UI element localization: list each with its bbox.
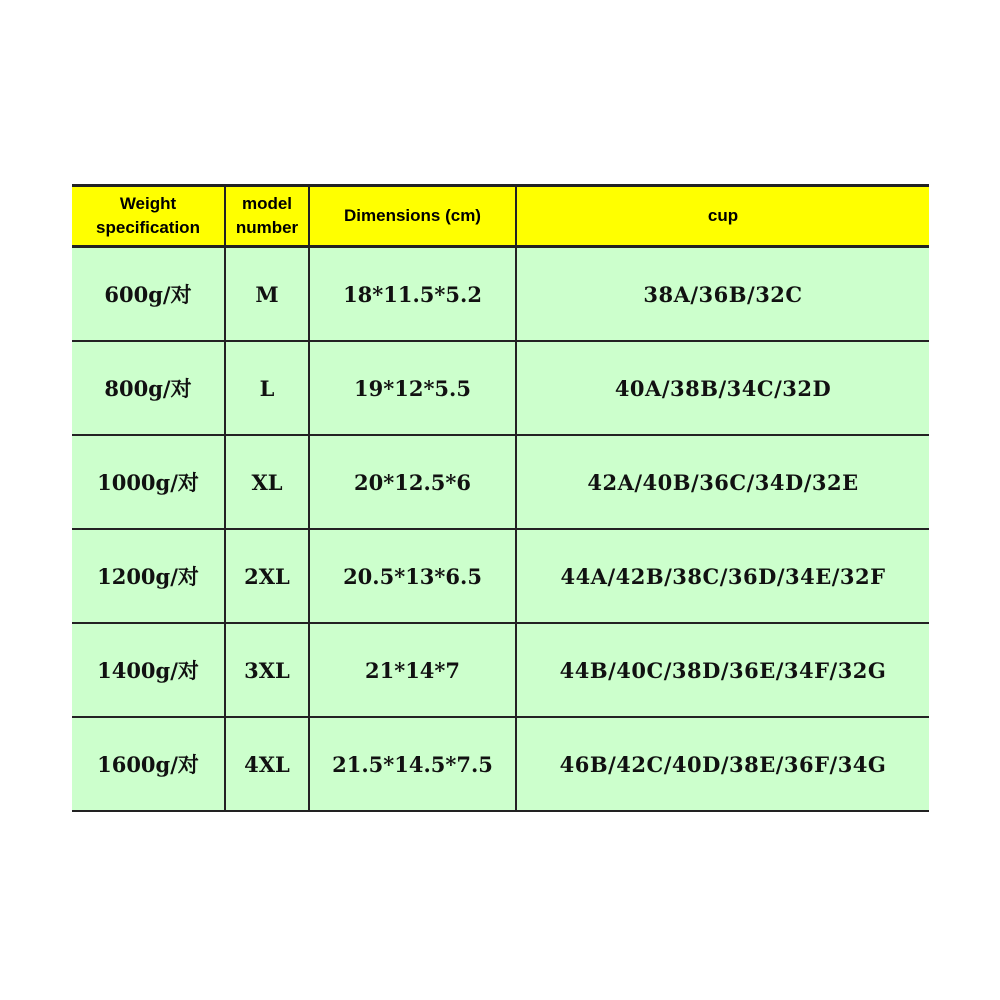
weight-cell: 1000g/对 <box>72 435 225 529</box>
model-cell: M <box>225 247 309 342</box>
table-row <box>72 717 929 811</box>
cup-cell: 46B/42C/40D/38E/36F/34G <box>516 717 929 811</box>
table-row <box>72 341 929 435</box>
size-chart-table <box>72 184 929 812</box>
cup-cell: 44B/40C/38D/36E/34F/32G <box>516 623 929 717</box>
weight-cell: 800g/对 <box>72 341 225 435</box>
weight-cell: 1200g/对 <box>72 529 225 623</box>
cup-cell: 44A/42B/38C/36D/34E/32F <box>516 529 929 623</box>
weight-cell: 1400g/对 <box>72 623 225 717</box>
header-row <box>72 186 929 247</box>
weight-cell: 600g/对 <box>72 247 225 342</box>
dimensions-cell: 20*12.5*6 <box>309 435 516 529</box>
table-body <box>72 247 929 812</box>
cup-cell: 42A/40B/36C/34D/32E <box>516 435 929 529</box>
dimensions-cell: 20.5*13*6.5 <box>309 529 516 623</box>
table-row <box>72 623 929 717</box>
model-cell: 2XL <box>225 529 309 623</box>
weight-cell: 1600g/对 <box>72 717 225 811</box>
model-cell: L <box>225 341 309 435</box>
cup-cell: 38A/36B/32C <box>516 247 929 342</box>
dimensions-cell: 19*12*5.5 <box>309 341 516 435</box>
table-row <box>72 529 929 623</box>
dimensions-cell: 21.5*14.5*7.5 <box>309 717 516 811</box>
model-cell: 3XL <box>225 623 309 717</box>
header-cup: cup <box>516 186 929 247</box>
table-row <box>72 247 929 342</box>
dimensions-cell: 18*11.5*5.2 <box>309 247 516 342</box>
model-cell: 4XL <box>225 717 309 811</box>
table-header <box>72 186 929 247</box>
header-weight-specification: Weight specification <box>72 186 225 247</box>
table-row <box>72 435 929 529</box>
header-model-number: model number <box>225 186 309 247</box>
model-cell: XL <box>225 435 309 529</box>
dimensions-cell: 21*14*7 <box>309 623 516 717</box>
header-dimensions: Dimensions (cm) <box>309 186 516 247</box>
cup-cell: 40A/38B/34C/32D <box>516 341 929 435</box>
